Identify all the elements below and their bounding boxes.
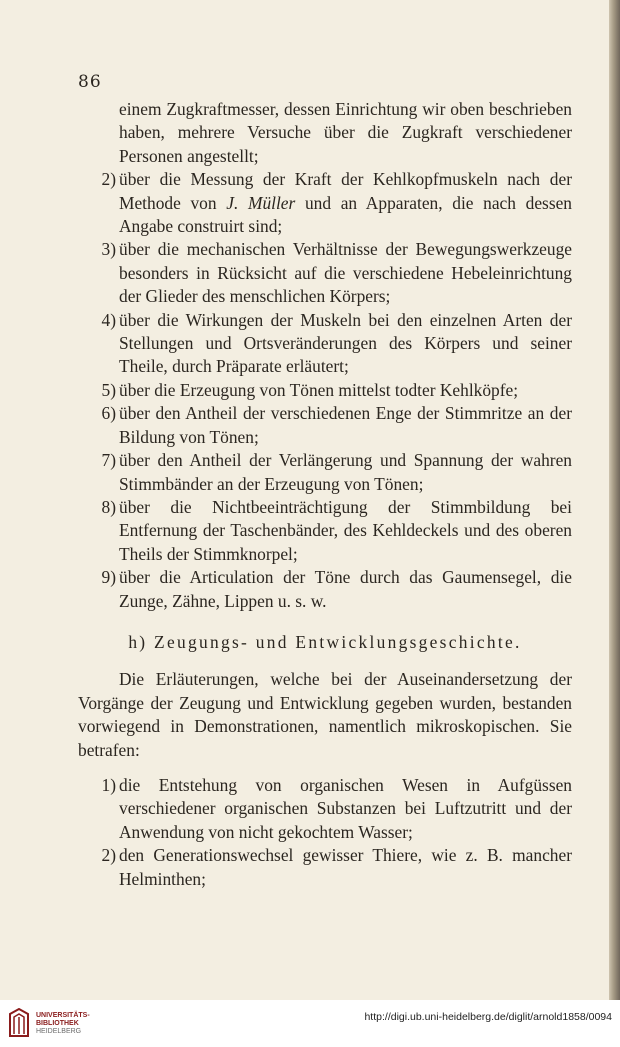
item-text: über den Antheil der Verlängerung und Spannung der wahren Stimmbänder an der Erzeugung von Tönen; bbox=[119, 450, 572, 494]
list-item bbox=[78, 449, 572, 496]
page-text bbox=[78, 98, 572, 891]
item-number: 6) bbox=[101, 403, 116, 424]
item-number: 2) bbox=[101, 845, 116, 866]
page-number: 86 bbox=[78, 72, 102, 92]
item-number: 9) bbox=[101, 567, 116, 588]
list-item bbox=[78, 774, 572, 844]
item-number: 5) bbox=[101, 379, 116, 400]
item-text: über den Antheil der verschiedenen Enge der Stimmritze an der Bildung von Tönen; bbox=[119, 403, 572, 447]
list-item bbox=[78, 238, 572, 308]
author-name: J. Müller bbox=[226, 192, 296, 213]
item-text: die Entstehung von organischen Wesen in Aufgüssen verschiedener organischen Substanzen bei Luftzutritt und der Anwendung von nicht gekochtem Wasser; bbox=[119, 774, 572, 842]
source-url-link[interactable]: http://digi.ub.uni-heidelberg.de/diglit/arnold1858/0094 bbox=[364, 1011, 612, 1023]
item-text: den Generationswechsel gewisser Thiere, wie z. B. mancher Helminthen; bbox=[119, 845, 572, 889]
book-spine-edge bbox=[609, 0, 620, 1000]
list-item bbox=[78, 309, 572, 379]
item-number: 2) bbox=[101, 169, 116, 190]
item-number: 8) bbox=[101, 496, 116, 517]
list-item bbox=[78, 566, 572, 613]
item-text: über die Nichtbeeinträchtigung der Stimmbildung bei Entfernung der Taschenbänder, des Kehldeckels und des oberen Theils der Stimmknorpel; bbox=[119, 496, 572, 564]
footer-bar bbox=[0, 1000, 620, 1047]
item-text: einem Zugkraftmesser, dessen Einrichtung wir oben beschrieben haben, mehrere Versuche über die Zugkraft verschiedener Personen angestellt; bbox=[119, 99, 572, 166]
library-name: UNIVERSITÄTS- BIBLIOTHEK HEIDELBERG bbox=[36, 1012, 90, 1035]
list-item bbox=[78, 496, 572, 566]
body-paragraph: Die Erläuterungen, welche bei der Auseinandersetzung der Vorgänge der Zeugung und Entwicklung gegeben wurden, bestanden vorwiegend in Demonstrationen, namentlich mikroskopischen. Sie betrafen: bbox=[78, 669, 572, 760]
section-heading: h) Zeugungs- und Entwicklungsgeschichte. bbox=[128, 631, 522, 652]
library-logo-icon[interactable] bbox=[8, 1008, 30, 1038]
item-text: über die Articulation der Töne durch das Gaumensegel, die Zunge, Zähne, Lippen u. s. w. bbox=[119, 567, 572, 611]
list-item bbox=[78, 168, 572, 238]
item-text: über die Wirkungen der Muskeln bei den einzelnen Arten der Stellungen und Ortsveränderungen des Körpers und seiner Theile, durch Präparate erläutert; bbox=[119, 309, 572, 377]
item-number: 1) bbox=[101, 774, 116, 795]
item-number: 4) bbox=[101, 309, 116, 330]
item-text: über die mechanischen Verhältnisse der Bewegungswerkzeuge besonders in Rücksicht auf die verschiedene Hebeleinrichtung der Glieder des menschlichen Körpers; bbox=[119, 239, 572, 307]
item-text: über die Messung der Kraft der Kehlkopfmuskeln nach der Methode von J. Müller und an Apparaten, die nach dessen Angabe construirt sind; bbox=[119, 169, 572, 237]
item-number: 3) bbox=[101, 239, 116, 260]
list-item bbox=[78, 402, 572, 449]
item-number: 7) bbox=[101, 450, 116, 471]
list-item bbox=[78, 379, 572, 402]
list-item bbox=[78, 844, 572, 891]
item-text: über die Erzeugung von Tönen mittelst todter Kehlköpfe; bbox=[119, 379, 519, 400]
list-item bbox=[78, 98, 572, 168]
